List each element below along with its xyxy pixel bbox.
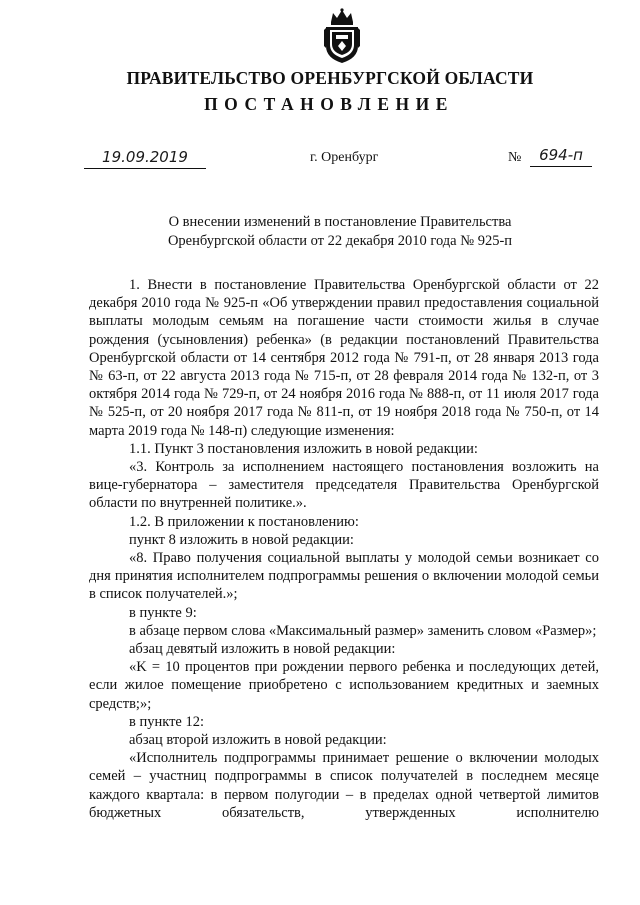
document-city: г. Оренбург: [310, 150, 379, 165]
document-number-label: №: [508, 150, 522, 165]
body-paragraph: в абзаце первом слова «Максимальный размер» заменить словом «Размер»;: [129, 622, 597, 639]
document-subject: [120, 213, 560, 251]
body-paragraph: 1.1. Пункт 3 постановления изложить в новой редакции:: [129, 440, 478, 457]
body-paragraph: в пункте 12:: [129, 713, 205, 730]
body-paragraph: «8. Право получения социальной выплаты у молодой семьи возникает со дня принятия исполнителем подпрограммы решения о включении молодой семьи в список получателей.»;: [89, 550, 599, 603]
body-paragraph: абзац второй изложить в новой редакции:: [129, 732, 387, 749]
body-paragraph: пункт 8 изложить в новой редакции:: [129, 531, 354, 548]
document-number: 694-п: [530, 146, 592, 167]
body-paragraph: в пункте 9:: [129, 604, 197, 621]
body-paragraph: 1. Внести в постановление Правительства Оренбургской области от 22 декабря 2010 года № 925-п «Об утверждении правил предоставления социальной выплаты молодым семьям на погашение части стоимости жилья в случае рождения (усыновления) ребенка» (в редакции постановлений Правительства Оренбургской области от 14 сентября 2012 года № 791-п, от 28 января 2013 года № 63-п, от 22 августа 2013 года № 715-п, от 28 февраля 2014 года № 132-п, от 3 октября 2014 года № 729-п, от 24 ноября 2016 года № 888-п, от 11 июля 2017 года № 525-п, от 20 ноября 2017 года № 811-п, от 19 ноября 2018 года № 750-п, от 14 марта 2019 года № 148-п) следующие изменения:: [89, 277, 599, 439]
document-type-title: ПОСТАНОВЛЕНИЕ: [204, 94, 454, 114]
body-paragraph: 1.2. В приложении к постановлению:: [129, 513, 359, 530]
document-body: [89, 276, 599, 822]
orenburg-coat-of-arms-icon: [322, 8, 362, 64]
body-paragraph: «K = 10 процентов при рождении первого ребенка и последующих детей, если жилое помещение приобретено с использованием кредитных и заемных средств;»;: [89, 659, 599, 712]
subject-line: О внесении изменений в постановление Правительства: [168, 214, 512, 230]
organization-title: ПРАВИТЕЛЬСТВО ОРЕНБУРГСКОЙ ОБЛАСТИ: [126, 68, 534, 88]
document-date: 19.09.2019: [84, 148, 206, 169]
body-paragraph: «3. Контроль за исполнением настоящего постановления возложить на вице-губернатора – заместителя председателя Правительства Оренбургской области по внутренней политике.».: [89, 459, 599, 512]
subject-line: Оренбургской области от 22 декабря 2010 года № 925-п: [167, 233, 513, 249]
body-paragraph: абзац девятый изложить в новой редакции:: [129, 641, 396, 658]
body-paragraph: «Исполнитель подпрограммы принимает решение о включении молодых семей – участниц подпрограммы в список получателей в последнем месяце каждого квартала: в первом полугодии – в пределах одной четвертой лимитов бюджетных обязательств, утвержденных исполнителю: [89, 750, 599, 821]
